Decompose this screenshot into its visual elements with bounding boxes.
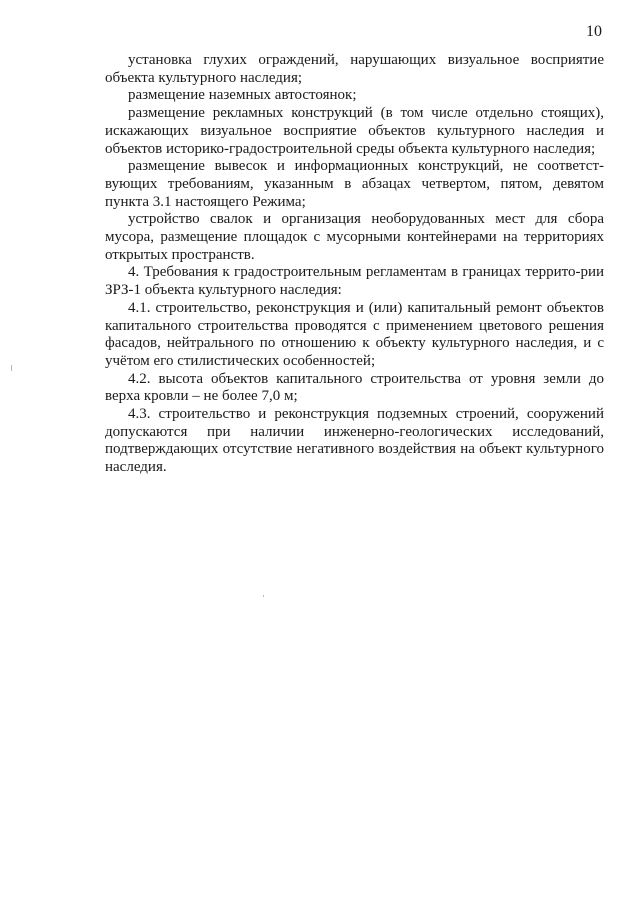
paragraph-opaque-fences: установка глухих ограждений, нарушающих визуальное восприятие объекта культурного наследия; [105, 52, 604, 86]
paragraph-parking: размещение наземных автостоянок; [128, 87, 357, 104]
scan-speck [11, 365, 12, 371]
paragraph-advertising: размещение рекламных конструкций (в том числе отдельно стоящих), искажающих визуальное восприятие объектов культурного наследия и объектов историко-градостроительной среды объекта культурного наследия; [105, 105, 604, 157]
paragraph-4-2: 4.2. высота объектов капитального строительства от уровня земли до верха кровли – не более 7,0 м; [105, 370, 604, 405]
page-number: 10 [586, 23, 602, 40]
paragraph-dumps: устройство свалок и организация необорудованных мест для сбора мусора, размещение площадок с мусорными контейнерами на территориях открытых пространств. [105, 211, 604, 263]
paragraph-signage: размещение вывесок и информационных конструкций, не соответст-вующих требованиям, указанным в абзацах четвертом, пятом, девятом пункта 3.1 настоящего Режима; [105, 158, 604, 210]
scan-speck [263, 595, 264, 597]
document-body [105, 52, 604, 477]
paragraph-section-4: 4. Требования к градостроительным регламентам в границах террито-рии ЗРЗ-1 объекта культурного наследия: [105, 264, 604, 299]
paragraph-4-3: 4.3. строительство и реконструкция подземных строений, сооружений допускаются при наличии инженерно-геологических исследований, подтверждающих отсутствие негативного воздействия на объект культурного наследия. [105, 406, 604, 476]
paragraph-4-1: 4.1. строительство, реконструкция и (или) капитальный ремонт объектов капитального строительства проводятся с применением цветового решения фасадов, нейтрального по отношению к объекту культурного наследия, и с учётом его стилистических особенностей; [105, 299, 604, 369]
